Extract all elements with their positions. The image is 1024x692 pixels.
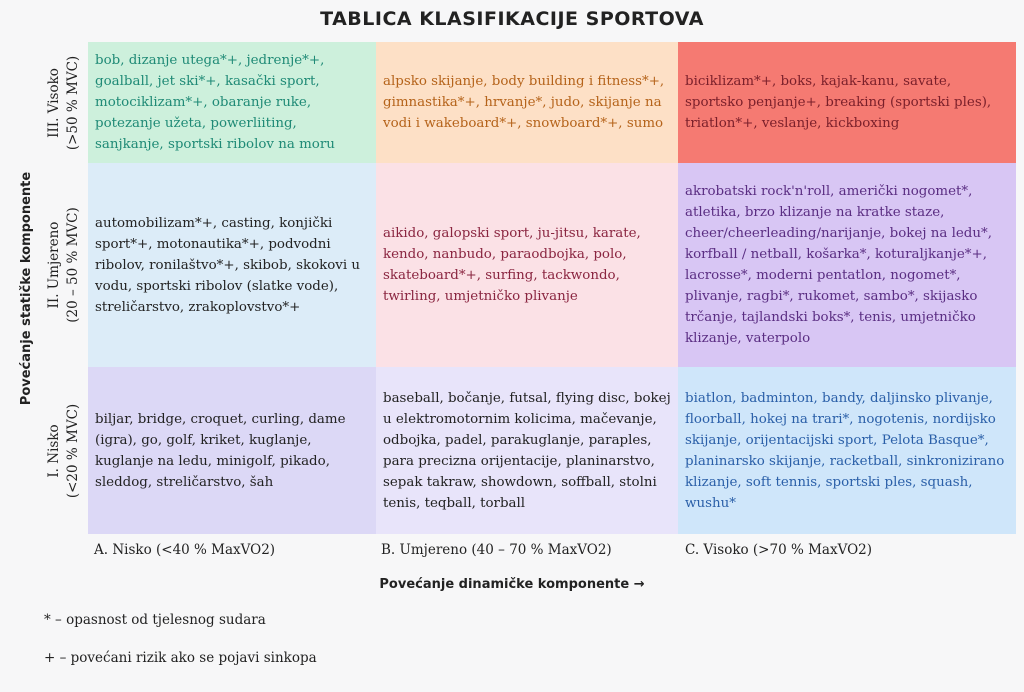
cell-low-high-dynamic: biatlon, badminton, bandy, daljinsko plivanje, floorball, hokej na trari*, nogotenis, nordijsko skijanje, orijentacijski sport, Pelota Basque*, planinarsko skijanje, racketball, sinkronizirano klizanje, soft tennis, sportski ples, squash, wushu* bbox=[678, 367, 1016, 534]
cell-low-low-dynamic: biljar, bridge, croquet, curling, dame (igra), go, golf, kriket, kuglanje, kuglanje na ledu, minigolf, pikado, sleddog, streličarstvo, šah bbox=[88, 367, 376, 534]
row-label-low: I. Nisko (<20 % MVC) bbox=[46, 403, 81, 498]
y-axis-label: Povećanje statičke komponente bbox=[19, 171, 35, 405]
column-label-high: C. Visoko (>70 % MaxVO2) bbox=[685, 542, 873, 558]
classification-grid bbox=[88, 42, 1016, 534]
column-label-moderate: B. Umjereno (40 – 70 % MaxVO2) bbox=[381, 542, 612, 558]
page-title: TABLICA KLASIFIKACIJE SPORTOVA bbox=[320, 8, 704, 30]
row-label-high: III. Visoko (>50 % MVC) bbox=[46, 55, 81, 150]
x-axis-label: Povećanje dinamičke komponente → bbox=[379, 577, 645, 592]
footnote-syncope: + – povećani rizik ako se pojavi sinkopa bbox=[44, 650, 317, 666]
row-label-moderate: II. Umjereno (20 – 50 % MVC) bbox=[46, 207, 82, 323]
footnote-collision: * – opasnost od tjelesnog sudara bbox=[44, 612, 266, 628]
cell-moderate-moderate-dynamic: aikido, galopski sport, ju-jitsu, karate, kendo, nanbudo, paraodbojka, polo, skateboard*+, surfing, tackwondo, twirling, umjetničko plivanje bbox=[376, 163, 678, 367]
cell-low-moderate-dynamic: baseball, bočanje, futsal, flying disc, bokej u elektromotornim kolicima, mačevanje, odbojka, padel, parakuglanje, paraples, para precizna orijentacije, planinarstvo, sepak takraw, showdown, soffball, stolni tenis, teqball, torball bbox=[376, 367, 678, 534]
cell-high-low-dynamic: bob, dizanje utega*+, jedrenje*+, goalball, jet ski*+, kasački sport, motociklizam*+, obaranje ruke, potezanje užeta, powerliiting, sanjkanje, sportski ribolov na moru bbox=[88, 42, 376, 163]
cell-high-moderate-dynamic: alpsko skijanje, body building i fitness*+, gimnastika*+, hrvanje*, judo, skijanje na vodi i wakeboard*+, snowboard*+, sumo bbox=[376, 42, 678, 163]
cell-moderate-high-dynamic: akrobatski rock'n'roll, američki nogomet*, atletika, brzo klizanje na kratke staze, cheer/cheerleading/narijanje, bokej na ledu*, korfball / netball, košarka*, koturaljkanje*+, lacrosse*, moderni pentatlon, nogomet*, plivanje, ragbi*, rukomet, sambo*, skijasko trčanje, tajlandski boks*, tenis, umjetničko klizanje, vaterpolo bbox=[678, 163, 1016, 367]
column-label-low: A. Nisko (<40 % MaxVO2) bbox=[94, 542, 276, 558]
row-labels bbox=[40, 42, 88, 534]
cell-moderate-low-dynamic: automobilizam*+, casting, konjički sport*+, motonautika*+, podvodni ribolov, ronilaštvo*+, skibob, skokovi u vodu, sportski ribolov (slatke vode), streličarstvo, zrakoplovstvo*+ bbox=[88, 163, 376, 367]
cell-high-high-dynamic: biciklizam*+, boks, kajak-kanu, savate, sportsko penjanje+, breaking (sportski ples), triatlon*+, veslanje, kickboxing bbox=[678, 42, 1016, 163]
